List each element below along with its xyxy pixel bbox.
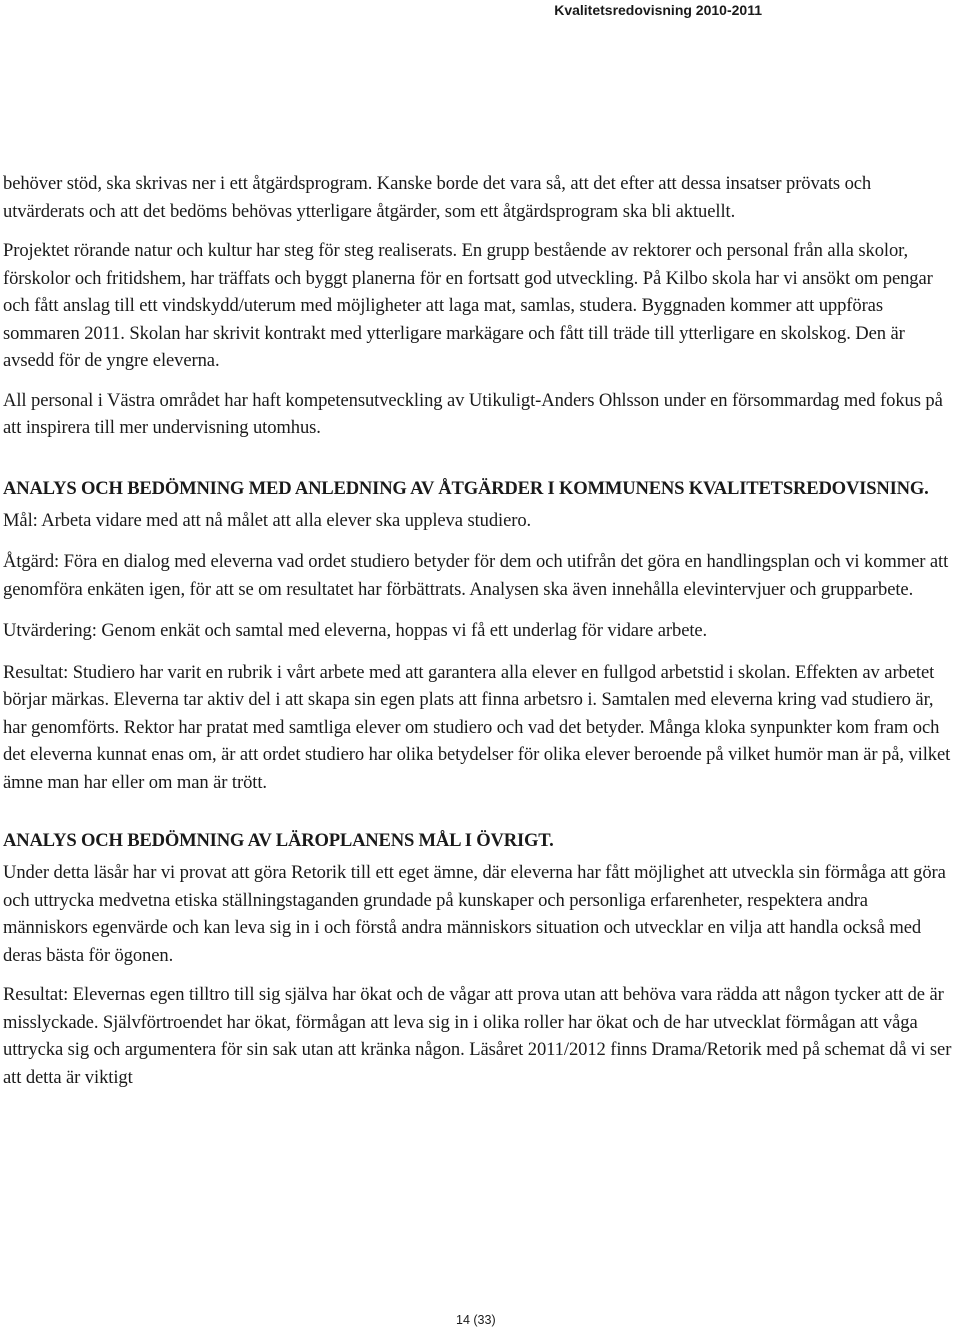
page-number: 14 (33) <box>456 1313 496 1327</box>
paragraph-continuation: behöver stöd, ska skrivas ner i ett åtgärdsprogram. Kanske borde det vara så, att det efter att dessa insatser prövats och utvärderats och att det bedöms behövas ytterligare åtgärder, som ett åtgärdsprogram ska bli aktuellt. <box>3 173 872 222</box>
document-body <box>3 170 953 1103</box>
section-heading-curriculum-goals: ANALYS OCH BEDÖMNING AV LÄROPLANENS MÅL I ÖVRIGT. <box>3 830 554 851</box>
running-header-title: Kvalitetsredovisning 2010-2011 <box>554 2 762 18</box>
section-heading-quality-report: ANALYS OCH BEDÖMNING MED ANLEDNING AV ÅTGÄRDER I KOMMUNENS KVALITETSREDOVISNING. <box>3 477 929 499</box>
evaluation-paragraph: Utvärdering: Genom enkät och samtal med eleverna, hoppas vi få ett underlag för vidare arbete. <box>3 620 708 641</box>
result-paragraph-rhetoric: Resultat: Elevernas egen tilltro till sig själva har ökat och de vågar att prova utan att behöva vara rädda att någon tycker att de är misslyckade. Självförtroendet har ökat, förmågan att leva sig in i olika roller har ökat och de har utvecklat förmågan att våga uttrycka sig och argumentera för sin sak utan att kränka någon. Läsåret 2011/2012 finns Drama/Retorik med på schemat då vi ser att detta är viktigt <box>3 984 952 1088</box>
paragraph-staff-training: All personal i Västra området har haft kompetensutveckling av Utikuligt-Anders Ohlsson under en försommardag med fokus på att inspirera till mer undervisning utomhus. <box>3 389 943 438</box>
paragraph-rhetoric: Under detta läsår har vi provat att göra Retorik till ett eget ämne, där eleverna har fått möjlighet att utveckla sin förmåga att göra och uttrycka medvetna etiska ställningstaganden grundade på kunskaper och personliga erfarenheter, respektera andra människors egenvärde och kan leva sig in i och förstå andra människors situation och utvecklar en vilja att handla också med deras bästa för ögonen. <box>3 862 946 966</box>
goal-paragraph: Mål: Arbeta vidare med att nå målet att alla elever ska uppleva studiero. <box>3 509 532 531</box>
paragraph-nature-culture-project: Projektet rörande natur och kultur har steg för steg realiserats. En grupp bestående av rektorer och personal från alla skolor, förskolor och fritidshem, har träffats och byggt planerna för en fortsatt god utveckling. På Kilbo skola har vi ansökt om pengar och fått anslag till ett vindskydd/uterum med möjligheter att laga mat, samlas, studera. Byggnaden kommer att uppföras sommaren 2011. Skolan har skrivit kontrakt med ytterligare markägare och fått till träde till ytterligare en skolskog. Den är avsedd för de yngre eleverna. <box>3 240 933 371</box>
result-paragraph-studiero: Resultat: Studiero har varit en rubrik i vårt arbete med att garantera alla elever en fullgod arbetstid i skolan. Effekten av arbetet börjar märkas. Eleverna tar aktiv del i att skapa sin egen plats att finna arbetsro i. Samtalen med eleverna kring vad studiero är, har genomförts. Rektor har pratat med samtliga elever om studiero och vad det betyder. Många kloka synpunkter kom fram och det eleverna kunnat enas om, är att ordet studiero har olika betydelser för olika elever beroende på vilket humör man är på, vilket ämne man har eller om man är trött. <box>3 661 951 793</box>
action-paragraph: Åtgärd: Föra en dialog med eleverna vad ordet studiero betyder för dem och utifrån det göra en handlingsplan och vi kommer att genomföra enkäten igen, för att se om resultatet har förbättrats. Analysen ska även innehålla elevintervjuer och grupparbete. <box>3 551 949 600</box>
